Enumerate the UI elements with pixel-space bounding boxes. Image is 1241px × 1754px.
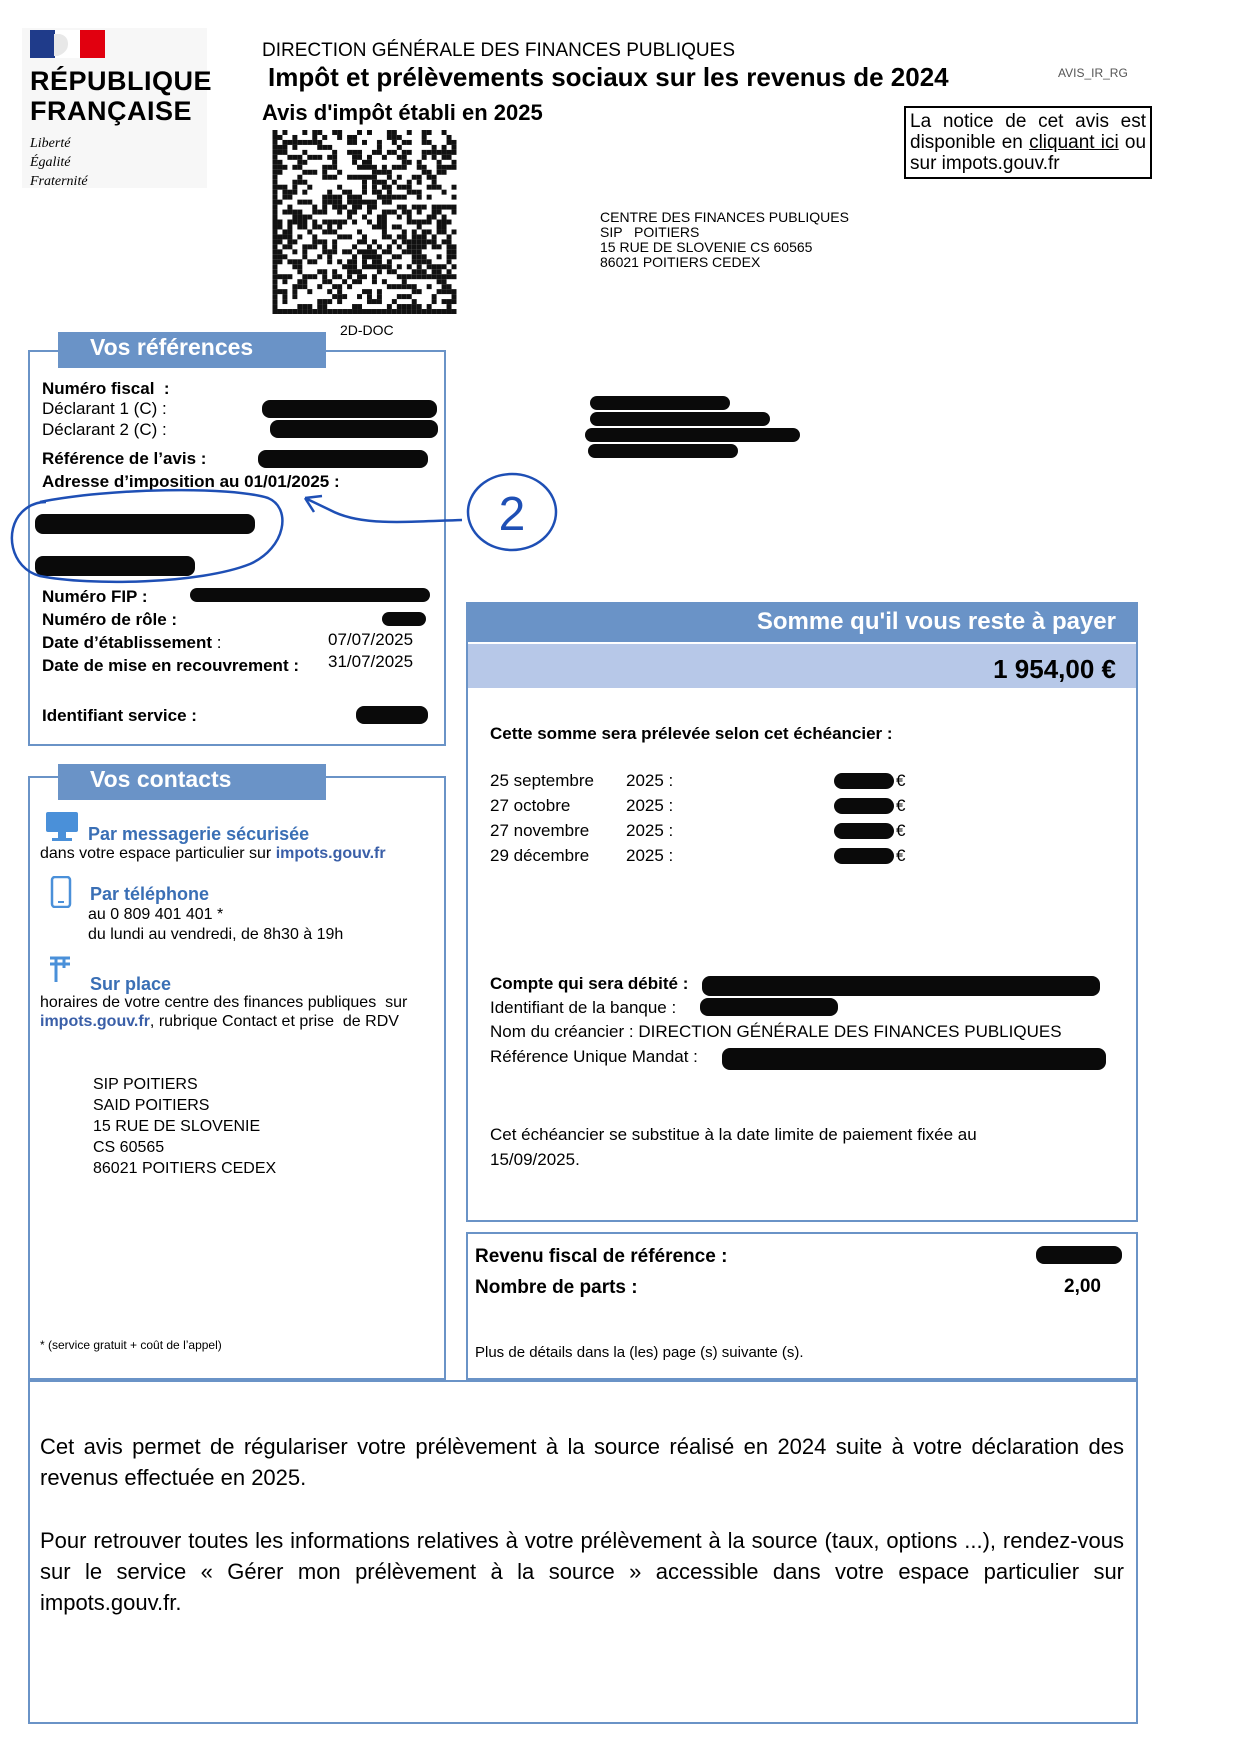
- role-number-label: Numéro de rôle :: [42, 610, 178, 629]
- bank-id-label: Identifiant de la banque :: [490, 998, 677, 1017]
- details-note: Plus de détails dans la (les) page (s) suivante (s).: [475, 1344, 804, 1361]
- fiscal-number-label: Numéro fiscal :: [42, 379, 170, 398]
- service-id-label: Identifiant service :: [42, 706, 197, 725]
- service-id-redacted: [356, 706, 428, 724]
- place-heading: Sur place: [90, 974, 172, 994]
- page-title: Impôt et prélèvements sociaux sur les revenus de 2024: [268, 62, 949, 92]
- account-redacted: [702, 976, 1100, 996]
- declarant-redacted: [270, 420, 438, 438]
- schedule-currency: €: [896, 796, 906, 815]
- recipient-redacted: [585, 428, 800, 442]
- place-text: horaires de votre centre des finances publiques sur: [40, 994, 408, 1011]
- schedule-currency: €: [896, 771, 906, 790]
- qr-label: 2D-DOC: [340, 322, 394, 338]
- parts-label: Nombre de parts :: [475, 1277, 638, 1298]
- avis-reference-label: Référence de l’avis :: [42, 449, 207, 468]
- republic-motto: Liberté Égalité Fraternité: [30, 136, 88, 189]
- 2d-doc-code-icon: [272, 130, 457, 314]
- schedule-amount-redacted: [834, 798, 894, 814]
- contact-footnote: * (service gratuit + coût de l’appel): [40, 1338, 222, 1352]
- phone-hours: du lundi au vendredi, de 8h30 à 19h: [88, 926, 344, 943]
- handwritten-annotation: [0, 460, 580, 600]
- recipient-redacted: [588, 444, 738, 458]
- recovery-date-value: 31/07/2025: [328, 652, 414, 671]
- republic-name: RÉPUBLIQUE FRANÇAISE: [30, 66, 213, 126]
- schedule-row: [490, 771, 920, 793]
- messaging-text: dans votre espace particulier sur impots.gouv.fr: [40, 845, 386, 862]
- computer-icon: [44, 810, 80, 842]
- messaging-heading[interactable]: Par messagerie sécurisée: [88, 824, 310, 844]
- tax-address-label: Adresse d’imposition au 01/01/2025 :: [42, 472, 340, 491]
- schedule-year: 2025 :: [626, 846, 674, 865]
- declarant-redacted: [262, 400, 437, 418]
- notice-box: [904, 106, 1152, 179]
- substitute-note: Cet échéancier se substitue à la date limite de paiement fixée au 15/09/2025.: [490, 1125, 977, 1169]
- mandate-label: Référence Unique Mandat :: [490, 1047, 698, 1066]
- payment-header: Somme qu'il vous reste à payer: [468, 604, 1136, 642]
- center-address: CENTRE DES FINANCES PUBLIQUES SIP POITIERS 15 RUE DE SLOVENIE CS 60565 86021 POITIERS CEDEX: [600, 209, 849, 270]
- phone-icon: [50, 876, 72, 908]
- phone-number[interactable]: au 0 809 401 401 *: [88, 906, 224, 923]
- marianne-logo-icon: [30, 30, 105, 58]
- schedule-year: 2025 :: [626, 821, 674, 840]
- schedule-year: 2025 :: [626, 771, 674, 790]
- fip-number-label: Numéro FIP :: [42, 587, 148, 606]
- info-paragraph-2: Pour retrouver toutes les informations relatives à votre prélèvement à la source (taux, options ...), rendez-vous sur le service « Gérer mon prélèvement à la source » accessible dans votre espace particulier sur impots.gouv.fr.: [40, 1528, 1124, 1615]
- avis-code: AVIS_IR_RG: [1058, 66, 1128, 80]
- declarant2-label: Déclarant 2 (C) :: [42, 420, 167, 439]
- schedule-date: 29 décembre: [490, 846, 590, 865]
- schedule-date: 27 octobre: [490, 796, 571, 815]
- messaging-link[interactable]: impots.gouv.fr: [275, 845, 386, 862]
- notice-suffix: ou sur impots.gouv.fr: [910, 132, 1147, 174]
- notice-link[interactable]: cliquant ici: [1029, 132, 1119, 153]
- rfr-label: Revenu fiscal de référence :: [475, 1246, 728, 1267]
- schedule-date: 27 novembre: [490, 821, 590, 840]
- schedule-amount-redacted: [834, 823, 894, 839]
- establishment-date-value: 07/07/2025: [328, 630, 414, 649]
- parts-value: 2,00: [1064, 1276, 1101, 1297]
- schedule-amount-redacted: [834, 848, 894, 864]
- schedule-currency: €: [896, 821, 906, 840]
- creditor-line: Nom du créancier : DIRECTION GÉNÉRALE DES FINANCES PUBLIQUES: [490, 1022, 1062, 1041]
- schedule-year: 2025 :: [626, 796, 674, 815]
- recipient-redacted: [590, 412, 770, 426]
- establishment-date-label: Date d’établissement :: [42, 633, 222, 652]
- place-link[interactable]: impots.gouv.fr: [40, 1013, 150, 1030]
- schedule-amount-redacted: [834, 773, 894, 789]
- bank-id-redacted: [700, 998, 838, 1016]
- references-tab: Vos références: [58, 332, 326, 368]
- schedule-row: [490, 796, 920, 818]
- contact-address: SIP POITIERS SAID POITIERS 15 RUE DE SLOVENIE CS 60565 86021 POITIERS CEDEX: [93, 1076, 277, 1177]
- annotation-number: 2: [498, 488, 526, 541]
- directorate-name: DIRECTION GÉNÉRALE DES FINANCES PUBLIQUES: [262, 40, 735, 61]
- payment-amount: 1 954,00 €: [468, 644, 1136, 688]
- page-subtitle: Avis d'impôt établi en 2025: [262, 100, 543, 125]
- schedule-date: 25 septembre: [490, 771, 594, 790]
- mandate-redacted: [722, 1048, 1106, 1070]
- rfr-redacted: [1036, 1246, 1122, 1264]
- schedule-row: [490, 846, 920, 868]
- schedule-currency: €: [896, 846, 906, 865]
- recipient-redacted: [590, 396, 730, 410]
- place-text2: impots.gouv.fr, rubrique Contact et prise de RDV: [40, 1013, 399, 1030]
- schedule-intro: Cette somme sera prélevée selon cet échéancier :: [490, 724, 893, 743]
- phone-heading: Par téléphone: [90, 884, 210, 904]
- info-paragraph-1: Cet avis permet de régulariser votre prélèvement à la source réalisé en 2024 suite à votre déclaration des revenus effectuée en 2025.: [40, 1434, 1124, 1490]
- contacts-tab: Vos contacts: [58, 764, 326, 800]
- role-number-redacted: [382, 612, 426, 626]
- schedule-row: [490, 821, 920, 843]
- recovery-date-label: Date de mise en recouvrement :: [42, 656, 299, 675]
- account-label: Compte qui sera débité :: [490, 974, 689, 993]
- declarant1-label: Déclarant 1 (C) :: [42, 399, 167, 418]
- notice-prefix: La notice de cet avis est disponible en: [910, 111, 1146, 153]
- counter-icon: [44, 954, 76, 984]
